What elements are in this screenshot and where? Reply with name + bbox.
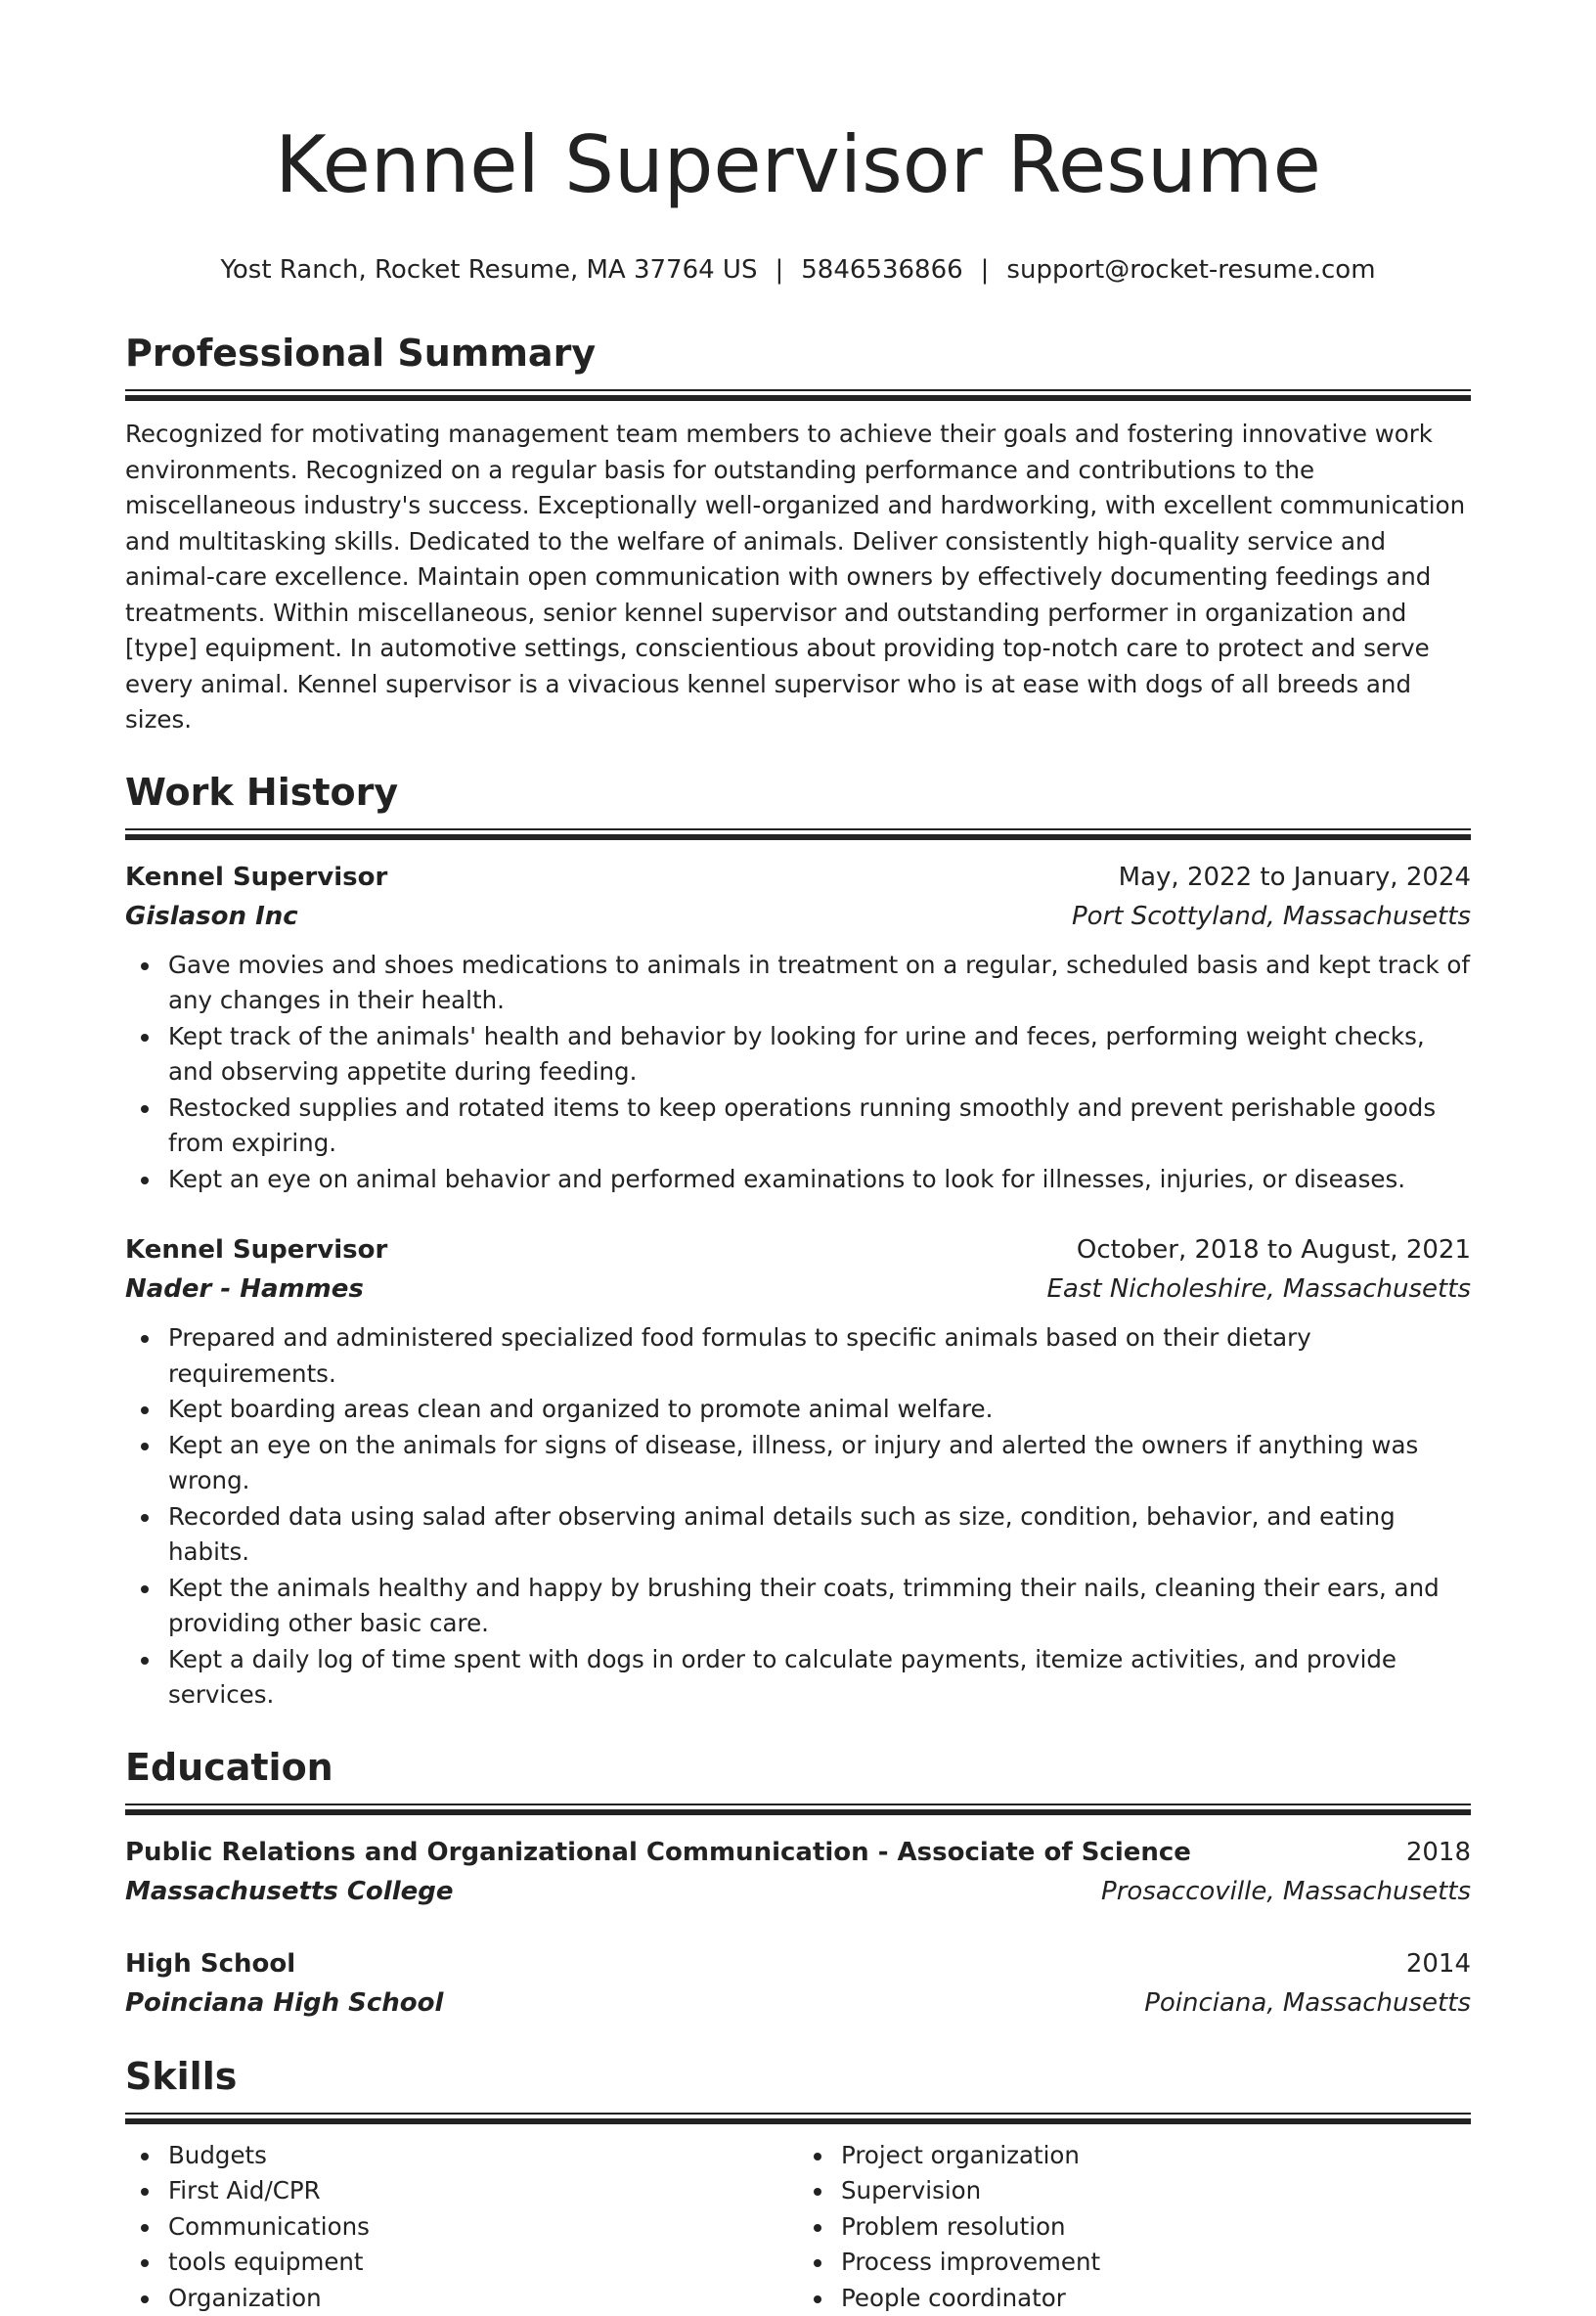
job-title: Kennel Supervisor <box>125 1230 387 1269</box>
list-item: Kept boarding areas clean and organized to promote animal welfare. <box>125 1392 1471 1428</box>
skill-item: Communications <box>125 2209 798 2246</box>
phone: 5846536866 <box>801 255 962 285</box>
section-divider <box>125 2113 1471 2124</box>
summary-heading: Professional Summary <box>125 331 1471 376</box>
education-entry <box>125 1944 1471 2023</box>
section-divider <box>125 389 1471 401</box>
separator: | <box>963 255 1007 285</box>
job-company: Nader - Hammes <box>125 1269 364 1309</box>
skill-item: Supervision <box>798 2173 1471 2209</box>
list-item: Kept the animals healthy and happy by brushing their coats, trimming their nails, cleaning their ears, and providing other basic care. <box>125 1571 1471 1642</box>
school-location: Prosaccoville, Massachusetts <box>1101 1872 1471 1911</box>
skills-column-left <box>125 2138 798 2316</box>
separator: | <box>757 255 801 285</box>
list-item: Recorded data using salad after observing animal details such as size, condition, behavior, and eating habits. <box>125 1499 1471 1571</box>
section-divider <box>125 1804 1471 1815</box>
list-item: Kept an eye on animal behavior and performed examinations to look for illnesses, injuries, or diseases. <box>125 1162 1471 1198</box>
list-item: Kept an eye on the animals for signs of disease, illness, or injury and alerted the owners if anything was wrong. <box>125 1428 1471 1499</box>
skills-list <box>125 2138 1471 2316</box>
summary-text: Recognized for motivating management team members to achieve their goals and fostering innovative work environments. Recognized on a regular basis for outstanding performance and contributions to the miscellaneous industry's success. Exceptionally well-organized and hardworking, with excellent communication and multitasking skills. Dedicated to the welfare of animals. Deliver consistently high-quality service and animal-care excellence. Maintain open communication with owners by effectively documenting feedings and treatments. Within miscellaneous, senior kennel supervisor and outstanding performer in organization and [type] equipment. In automotive settings, conscientious about providing top-notch care to protect and serve every animal. Kennel supervisor is a vivacious kennel supervisor who is at ease with dogs of all breeds and sizes. <box>125 417 1471 738</box>
contact-line <box>125 254 1471 286</box>
school-location: Poinciana, Massachusetts <box>1144 1983 1471 2023</box>
job-dates: May, 2022 to January, 2024 <box>1119 858 1471 897</box>
skill-item: Budgets <box>125 2138 798 2174</box>
skills-heading: Skills <box>125 2054 1471 2099</box>
job-bullets <box>125 1320 1471 1714</box>
section-divider <box>125 828 1471 840</box>
school: Massachusetts College <box>125 1872 454 1911</box>
list-item: Restocked supplies and rotated items to keep operations running smoothly and prevent perishable goods from expiring. <box>125 1091 1471 1162</box>
list-item: Gave movies and shoes medications to animals in treatment on a regular, scheduled basis and kept track of any changes in their health. <box>125 948 1471 1019</box>
skill-item: Organization <box>125 2281 798 2316</box>
email-link[interactable]: support@rocket-resume.com <box>1006 255 1375 285</box>
edu-year: 2018 <box>1406 1833 1471 1872</box>
school: Poinciana High School <box>125 1983 443 2023</box>
skill-item: Problem resolution <box>798 2209 1471 2246</box>
skill-item: First Aid/CPR <box>125 2173 798 2209</box>
list-item: Kept a daily log of time spent with dogs in order to calculate payments, itemize activities, and provide services. <box>125 1642 1471 1714</box>
list-item: Prepared and administered specialized food formulas to specific animals based on their dietary requirements. <box>125 1320 1471 1392</box>
job-entry <box>125 1230 1471 1714</box>
edu-year: 2014 <box>1406 1944 1471 1983</box>
page-title: Kennel Supervisor Resume <box>125 0 1471 213</box>
job-company: Gislason Inc <box>125 897 298 936</box>
skill-item: Project organization <box>798 2138 1471 2174</box>
education-entry <box>125 1833 1471 1911</box>
job-location: East Nicholeshire, Massachusetts <box>1046 1269 1471 1309</box>
job-location: Port Scottyland, Massachusetts <box>1072 897 1471 936</box>
education-heading: Education <box>125 1745 1471 1790</box>
skills-column-right <box>798 2138 1471 2316</box>
skill-item: tools equipment <box>125 2245 798 2281</box>
job-title: Kennel Supervisor <box>125 858 387 897</box>
address: Yost Ranch, Rocket Resume, MA 37764 US <box>220 255 757 285</box>
job-bullets <box>125 948 1471 1198</box>
job-dates: October, 2018 to August, 2021 <box>1077 1230 1471 1269</box>
job-entry <box>125 858 1471 1198</box>
degree: High School <box>125 1944 295 1983</box>
work-heading: Work History <box>125 770 1471 815</box>
skill-item: People coordinator <box>798 2281 1471 2316</box>
degree: Public Relations and Organizational Communication - Associate of Science <box>125 1833 1191 1872</box>
skill-item: Process improvement <box>798 2245 1471 2281</box>
list-item: Kept track of the animals' health and behavior by looking for urine and feces, performing weight checks, and observing appetite during feeding. <box>125 1019 1471 1091</box>
